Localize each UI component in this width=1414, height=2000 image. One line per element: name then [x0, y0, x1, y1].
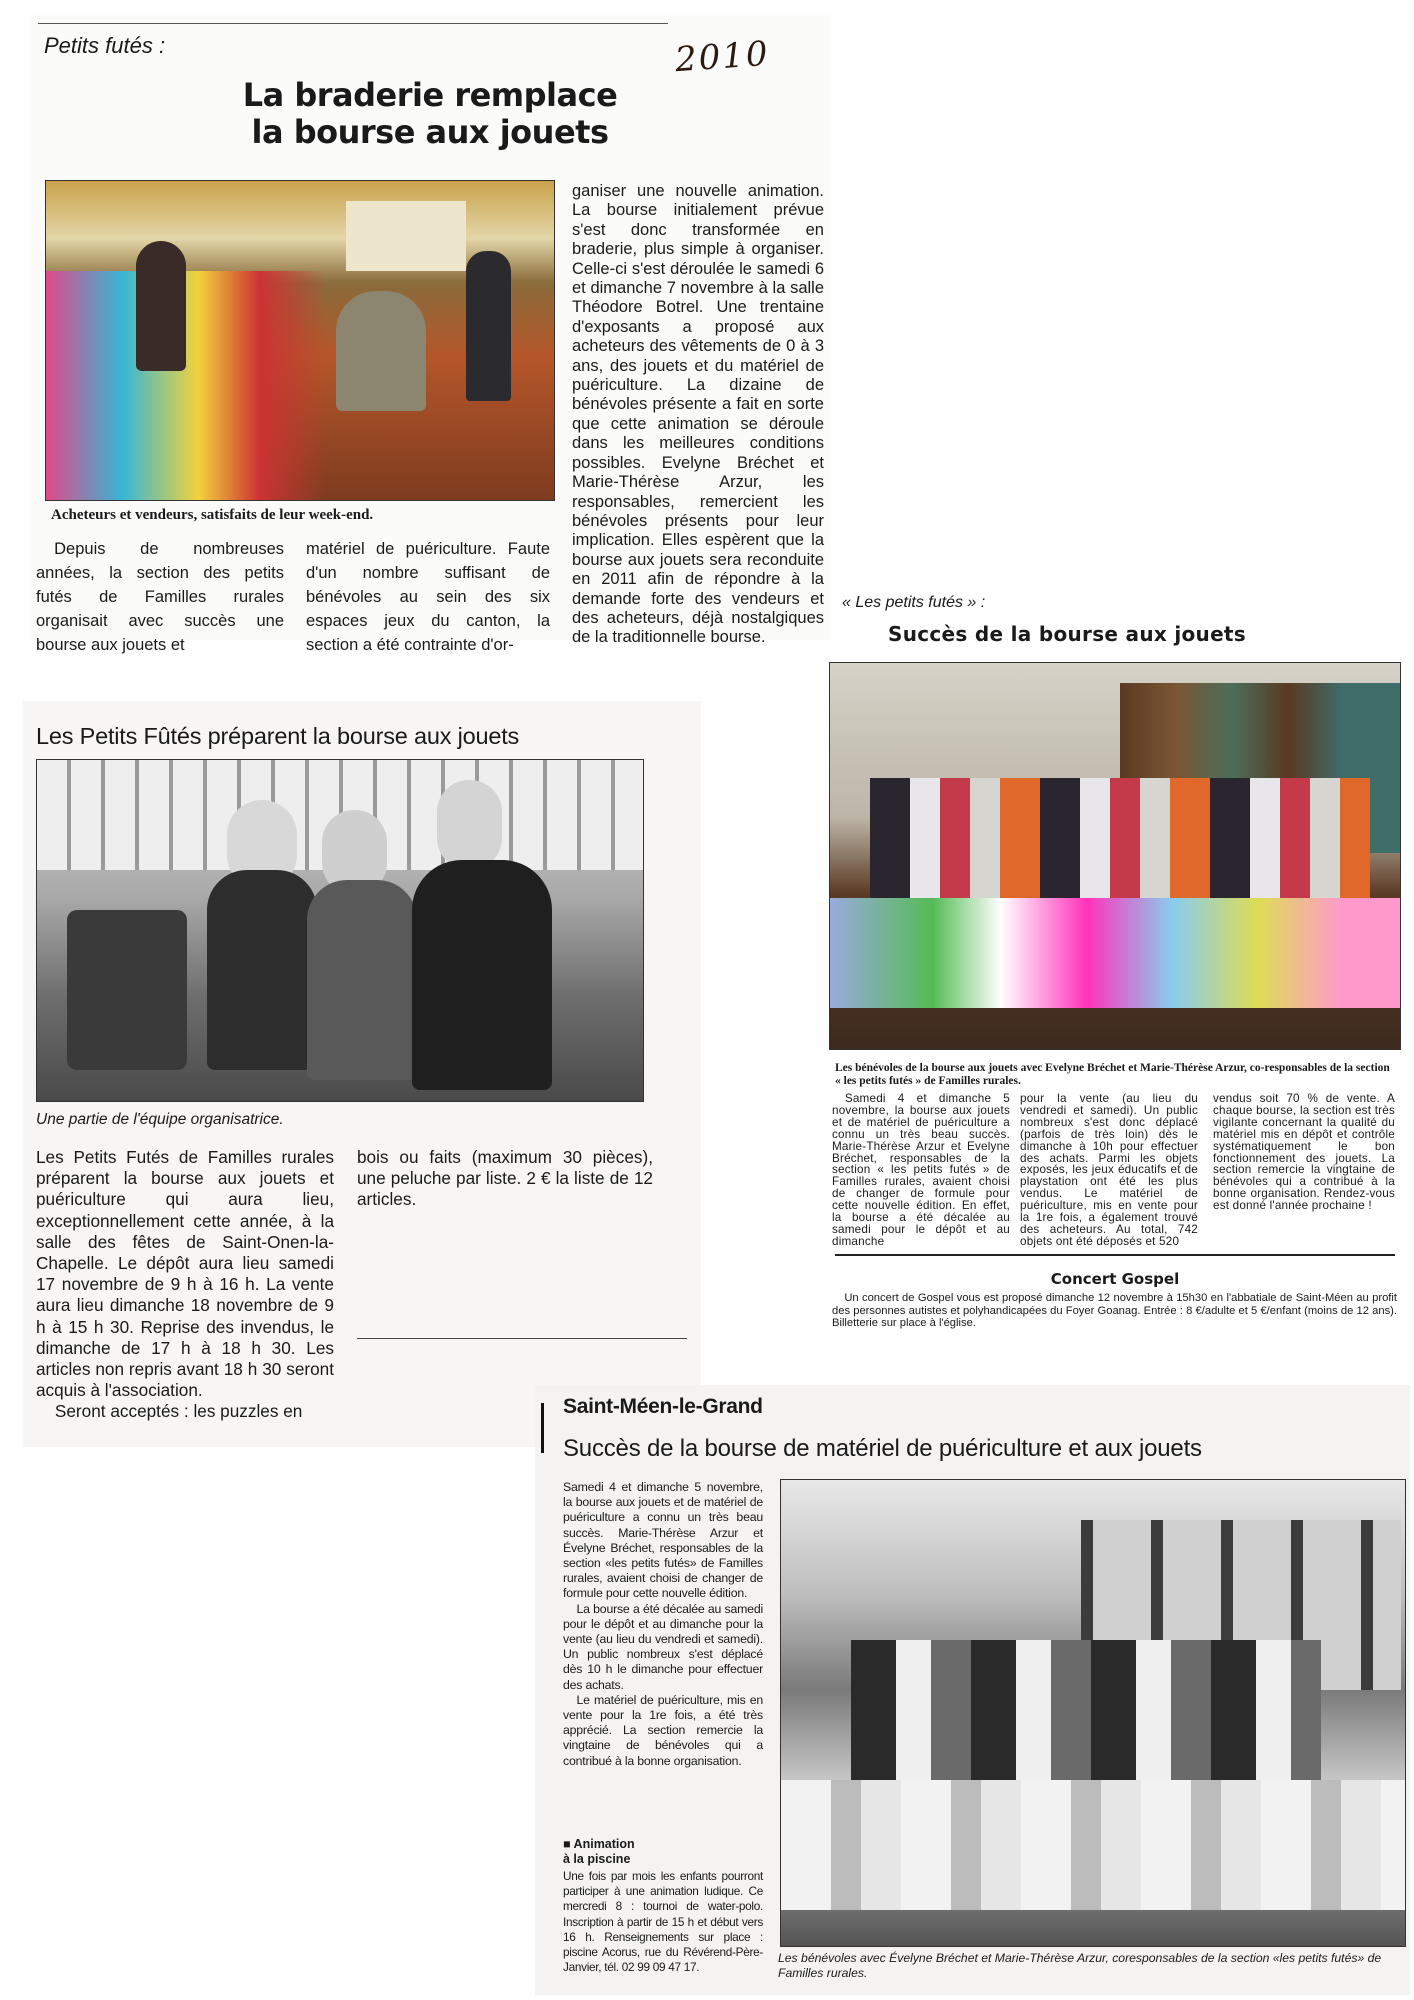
- brief-text: Une fois par mois les enfants pourront participer à une animation ludique. Ce mercredi 8 : tournoi de water-polo. Inscription à partir de 15 h et début vers 16 h. Renseignements sur place : piscine Acorus, rue du Révérend-Père-Janvier, tél. 02 99 09 47 17.: [563, 1869, 763, 1975]
- headline: Succès de la bourse de matériel de puériculture et aux jouets: [563, 1435, 1202, 1462]
- divider: [835, 1254, 1395, 1256]
- brief-text: Un concert de Gospel vous est proposé dimanche 12 novembre à 15h30 en l'abbatiale de Saint-Méen au profit des personnes autistes et polyhandicapées du Foyer Goanag. Entrée : 8 €/adulte et 5 €/enfant (moins de 12 ans). Billetterie sur place à l'église.: [832, 1292, 1397, 1329]
- article-col1-p2: Seront acceptés : les puzzles en: [54, 1401, 303, 1422]
- kicker: « Les petits futés » :: [842, 594, 986, 611]
- handwritten-year: 2010: [673, 33, 771, 81]
- benevoles-bw-photo: [780, 1479, 1406, 1947]
- photo-caption: Acheteurs et vendeurs, satisfaits de leur week-end.: [51, 507, 374, 523]
- headline-line2: la bourse aux jouets: [251, 113, 609, 151]
- article-col1: Samedi 4 et dimanche 5 novembre, la bourse aux jouets et de matériel de puériculture a connu un très beau succès. Marie-Thérèse Arzur et Evelyne Bréchet, responsables de la section « les petits futés » de Familles rurales, avaient choisi de changer de formule pour cette nouvelle édition. En effet, la bourse a été décalée au samedi pour le dépôt et au dimanche: [832, 1092, 1010, 1248]
- article-body: [563, 1480, 763, 1769]
- article-col1-p1: Les Petits Futés de Familles rurales préparent la bourse aux jouets et puériculture qui aura lieu, exceptionnellement cette année, à la salle des fêtes de Saint-Onen-la-Chapelle. Le dépôt aura lieu samedi 17 novembre de 9 h à 16 h. La vente aura lieu dimanche 18 novembre de 9 h à 15 h 30. Reprise des invendus, le dimanche de 17 h à 18 h 30. Les articles non repris avant 18 h 30 seront acquis à l'association.: [36, 1147, 334, 1401]
- equipe-photo: [36, 759, 644, 1102]
- kicker: Petits futés :: [44, 33, 166, 58]
- clipping-succes-bourse: [770, 590, 1410, 1340]
- braderie-photo: [45, 180, 555, 501]
- top-rule: [38, 23, 668, 24]
- brief-title: [563, 1837, 635, 1867]
- benevoles-photo: [829, 662, 1401, 1050]
- article-p3: Le matériel de puériculture, mis en vente pour la 1re fois, a été très apprécié. La section remercie la vingtaine de bénévoles qui a contribué à la bonne organisation.: [563, 1692, 763, 1768]
- article-col2: matériel de puériculture. Faute d'un nombre suffisant de bénévoles au sein des six espaces jeux du canton, la section a été contrainte d'or-: [306, 540, 550, 654]
- clipping-saint-meen: [535, 1385, 1410, 1995]
- article-col1: Depuis de nombreuses années, la section des petits futés de Familles rurales organisait avec succès une bourse aux jouets et: [36, 540, 284, 654]
- article-col1: [36, 1147, 334, 1423]
- article-col3: ganiser une nouvelle animation. La bourse initialement prévue s'est donc transformée en braderie, plus simple à organiser. Celle-ci s'est déroulée le samedi 6 et dimanche 7 novembre à la salle Théodore Botrel. Une trentaine d'exposants a proposé aux acheteurs des vêtements de 0 à 3 ans, des jouets et du matériel de puériculture. La dizaine de bénévoles présente a fait en sorte que cette animation se déroule dans les meilleures conditions possibles. Evelyne Bréchet et Marie-Thérèse Arzur, les responsables, remercient les bénévoles présents pour leur implication. Elles espèrent que la bourse aux jouets sera reconduite en 2011 afin de répondre à la demande forte des vendeurs et des acheteurs, déjà nostalgiques de la traditionnelle bourse.: [572, 182, 824, 647]
- locality: Saint-Méen-le-Grand: [563, 1395, 763, 1418]
- brief-title-line1: ■ Animation: [563, 1837, 635, 1851]
- article-col2: bois ou faits (maximum 30 pièces), une peluche par liste. 2 € la liste de 12 articles.: [357, 1147, 653, 1210]
- clipping-braderie: [30, 15, 830, 654]
- headline: Succès de la bourse aux jouets: [888, 622, 1246, 646]
- photo-caption: Les bénévoles avec Évelyne Bréchet et Marie-Thérèse Arzur, coresponsables de la section «les petits futés» de Familles rurales.: [778, 1951, 1382, 1980]
- brief-title: Concert Gospel: [1050, 1270, 1180, 1288]
- brief-title-line2: à la piscine: [563, 1852, 631, 1866]
- photo-caption: Les bénévoles de la bourse aux jouets avec Evelyne Bréchet et Marie-Thérèse Arzur, co-responsables de la section « les petits futés » de Familles rurales.: [835, 1062, 1390, 1087]
- headline-line1: La braderie remplace: [242, 76, 618, 114]
- article-col2: pour la vente (au lieu du vendredi et samedi). Un public nombreux s'est donc déplacé (parfois de très loin) dès le dimanche à 10h pour effectuer des achats. Parmi les objets exposés, les jeux éducatifs et de playstation ont été les plus vendus. Le matériel de puériculture, mis en vente pour la 1re fois, a également trouvé des acheteurs. Au total, 742 objets ont été déposés et 520: [1020, 1092, 1198, 1248]
- article-col3: vendus soit 70 % de vente. A chaque bourse, la section est très vigilante concernant la qualité du matériel mis en dépôt et contrôle systématiquement le bon fonctionnement des jouets. La section remercie la vingtaine de bénévoles qui a contribué à la bonne organisation. Rendez-vous est donné l'année prochaine !: [1213, 1092, 1395, 1213]
- divider: [357, 1338, 687, 1339]
- headline: Les Petits Fûtés préparent la bourse aux jouets: [36, 723, 520, 749]
- clipping-preparent: [23, 701, 701, 1447]
- article-p2: La bourse a été décalée au samedi pour le dépôt et au dimanche pour la vente (au lieu du vendredi et samedi). Un public nombreux s'est déplacé dès 10 h le dimanche pour effectuer des achats.: [563, 1601, 763, 1692]
- margin-bracket: [541, 1403, 544, 1453]
- article-p1: Samedi 4 et dimanche 5 novembre, la bourse aux jouets et de matériel de puériculture a connu un très beau succès. Marie-Thérèse Arzur et Évelyne Bréchet, responsables de la section «les petits futés» de Familles rurales, avaient choisi de changer de formule pour cette nouvelle édition.: [563, 1480, 763, 1601]
- photo-caption: Une partie de l'équipe organisatrice.: [36, 1111, 284, 1128]
- headline: [170, 77, 690, 151]
